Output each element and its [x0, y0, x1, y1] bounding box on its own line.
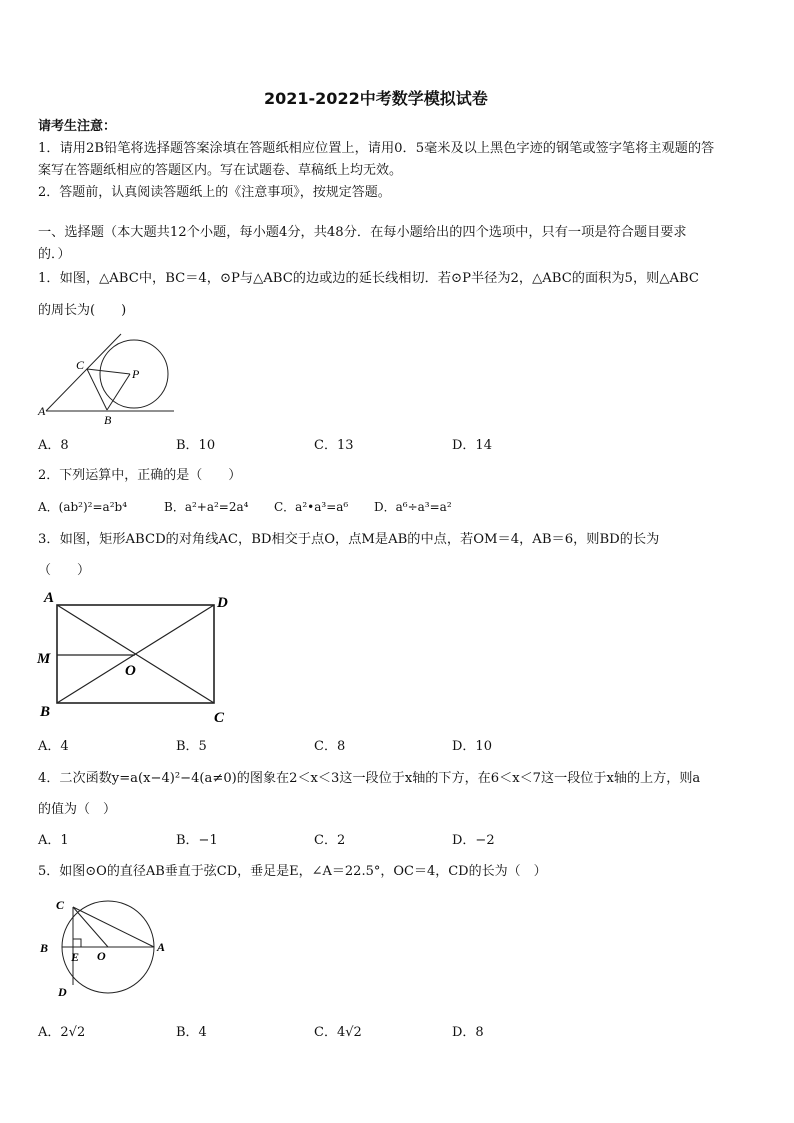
figure-label-p: P: [132, 367, 140, 381]
question-5-stem: 5．如图⊙O的直径AB垂直于弦CD，垂足是E，∠A＝22.5°，OC＝4，CD的长为（ ）: [38, 864, 547, 879]
question-4-stem: 4．二次函数y=a(x−4)²−4(a≠0)的图象在2＜x＜3这一段位于x轴的下方，在6＜x＜7这一段位于x轴的上方，则a: [38, 771, 701, 786]
question-4-option-b[interactable]: B．−1: [176, 833, 218, 848]
figure-label-c: C: [76, 358, 85, 372]
question-3-option-a[interactable]: A．4: [38, 739, 69, 754]
figure-label-a: A: [44, 590, 55, 606]
figure-label-a: A: [157, 940, 166, 954]
question-3-option-b[interactable]: B．5: [176, 739, 207, 754]
page-title: 2021-2022中考数学模拟试卷: [264, 89, 488, 108]
question-2-option-d[interactable]: D．a⁶÷a³=a²: [374, 500, 452, 514]
notice-item: 2．答题前，认真阅读答题纸上的《注意事项》，按规定答题。: [38, 185, 391, 200]
question-4-option-a[interactable]: A．1: [38, 833, 69, 848]
question-3-stem: 3．如图，矩形ABCD的对角线AC，BD相交于点O，点M是AB的中点，若OM＝4，AB＝6，则BD的长为: [38, 532, 660, 547]
figure-label-c: C: [214, 710, 225, 726]
figure-label-b: B: [104, 413, 112, 427]
notice-item: 1．请用2B铅笔将选择题答案涂填在答题纸相应位置上，请用0．5毫米及以上黑色字迹的钢笔或签字笔将主观题的答: [38, 141, 715, 156]
question-3-stem-cont: （ ）: [38, 563, 91, 578]
question-3-figure: [36, 588, 236, 728]
figure-label-b: B: [40, 941, 49, 955]
question-1-option-a[interactable]: A．8: [38, 438, 69, 453]
figure-label-d: D: [58, 985, 67, 999]
question-3-option-c[interactable]: C．8: [314, 739, 346, 754]
figure-label-m: M: [37, 651, 51, 667]
question-1-option-c[interactable]: C．13: [314, 438, 354, 453]
question-4-stem-cont: 的值为（ ）: [38, 802, 117, 817]
question-1-figure: [36, 330, 176, 430]
figure-label-b: B: [40, 704, 51, 720]
question-4-option-c[interactable]: C．2: [314, 833, 346, 848]
section-heading: 一、选择题（本大题共12个小题，每小题4分，共48分．在每小题给出的四个选项中，只有一项是符合题目要求: [38, 225, 687, 240]
question-3-option-d[interactable]: D．10: [452, 739, 492, 754]
question-1-option-b[interactable]: B．10: [176, 438, 216, 453]
question-5-figure: [34, 892, 184, 1012]
figure-label-c: C: [56, 898, 65, 912]
section-heading-cont: 的．）: [38, 247, 71, 262]
question-1-option-d[interactable]: D．14: [452, 438, 492, 453]
question-5-option-b[interactable]: B．4: [176, 1025, 207, 1040]
figure-label-a: A: [38, 404, 46, 418]
question-4-option-d[interactable]: D．−2: [452, 833, 495, 848]
question-2-option-c[interactable]: C．a²•a³=a⁶: [274, 500, 349, 514]
figure-label-o: O: [97, 949, 106, 963]
figure-label-d: D: [217, 595, 228, 611]
question-5-option-d[interactable]: D．8: [452, 1025, 484, 1040]
notice-item: 案写在答题纸相应的答题区内。写在试题卷、草稿纸上均无效。: [38, 163, 403, 178]
figure-label-o: O: [125, 663, 136, 679]
question-1-stem-cont: 的周长为( ): [38, 303, 127, 318]
figure-label-e: E: [71, 950, 80, 964]
question-2-option-a[interactable]: A．(ab²)²=a²b⁴: [38, 500, 127, 514]
question-2-stem: 2．下列运算中，正确的是（ ）: [38, 468, 242, 483]
question-5-option-c[interactable]: C．4√2: [314, 1025, 362, 1040]
notice-heading: 请考生注意：: [38, 119, 117, 134]
question-1-stem: 1．如图，△ABC中，BC＝4，⊙P与△ABC的边或边的延长线相切．若⊙P半径为2，△ABC的面积为5，则△ABC: [38, 271, 700, 286]
question-2-option-b[interactable]: B．a²+a²=2a⁴: [164, 500, 249, 514]
question-5-option-a[interactable]: A．2√2: [38, 1025, 86, 1040]
